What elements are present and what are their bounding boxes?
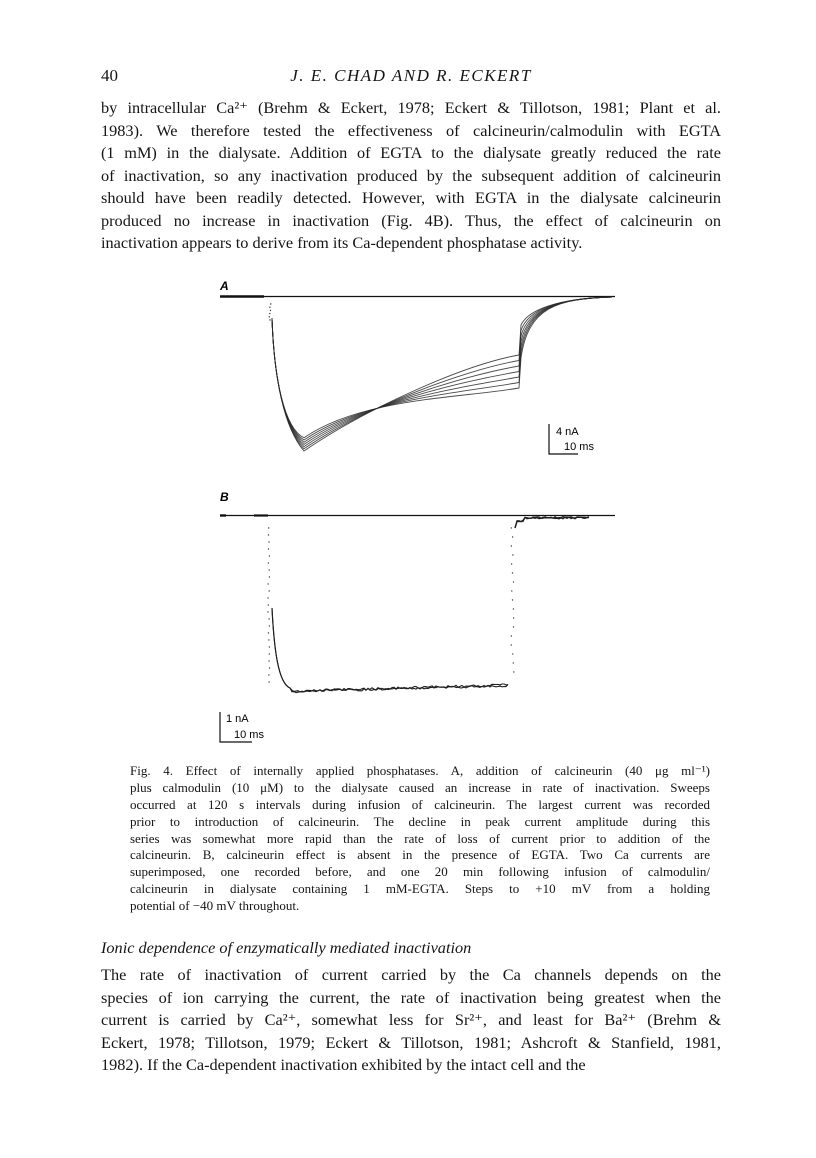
text-line: current is carried by Ca²⁺, somewhat less for Sr²⁺, and least for Ba²⁺ (Brehm & xyxy=(101,1010,721,1029)
transient-dot xyxy=(513,581,514,582)
caption-line: calcineurin in dialysate containing 1 mM-EGTA. Steps to +10 mV from a holding xyxy=(130,881,710,897)
transient-dot xyxy=(269,319,270,320)
figure-4 xyxy=(212,278,622,748)
text-line: by intracellular Ca²⁺ (Brehm & Eckert, 1978; Eckert & Tillotson, 1981; Plant et al. xyxy=(101,98,721,117)
transient-dot xyxy=(269,555,270,556)
transient-dot xyxy=(268,639,269,640)
caption-line: Fig. 4. Effect of internally applied phosphatases. A, addition of calcineurin (40 μg ml⁻¹) xyxy=(130,763,710,778)
current-trace xyxy=(272,608,508,693)
panel-b-traces xyxy=(220,516,615,693)
transient-dot xyxy=(269,307,270,308)
transient-dot xyxy=(512,554,513,555)
transient-dot xyxy=(269,646,270,647)
transient-dot xyxy=(513,617,514,618)
text-line: of inactivation, so any inactivation produced by the subsequent addition of calcineurin xyxy=(101,165,721,185)
transient-dot xyxy=(512,653,513,654)
text-line: should have been readily detected. However, with EGTA in the dialysate calcineurin xyxy=(101,188,721,207)
transient-dot xyxy=(268,618,269,619)
current-trace xyxy=(272,297,612,440)
current-trace xyxy=(272,608,508,692)
caption-line: calcineurin. B, calcineurin effect is absent in the presence of EGTA. Two Ca currents are xyxy=(130,847,710,863)
transient-dot xyxy=(267,583,268,584)
panel-b-transient-dots xyxy=(267,527,514,682)
caption-line: superimposed, one recorded before, and one 20 min following infusion of calmodulin/ xyxy=(130,864,710,880)
text-line: species of ion carrying the current, the rate of inactivation being greatest when the xyxy=(101,987,721,1007)
paragraph-1 xyxy=(101,97,721,255)
caption-line: prior to introduction of calcineurin. The decline in peak current amplitude during this xyxy=(130,813,710,829)
transient-dot xyxy=(268,548,269,549)
transient-dot xyxy=(269,313,270,314)
transient-dot xyxy=(269,569,270,570)
panel-b-scale-current: 1 nA xyxy=(226,713,249,725)
panel-a-onset-transient xyxy=(269,303,272,320)
page-header xyxy=(101,66,721,90)
transient-dot xyxy=(513,671,514,672)
transient-dot xyxy=(269,576,270,577)
panel-a-scale-time: 10 ms xyxy=(564,441,594,453)
transient-dot xyxy=(511,644,512,645)
transient-dot xyxy=(268,632,269,633)
transient-dot xyxy=(511,545,512,546)
section-heading: Ionic dependence of enzymatically mediated inactivation xyxy=(101,938,472,957)
running-head: J. E. CHAD AND R. ECKERT xyxy=(290,66,532,85)
caption-line: potential of −40 mV throughout. xyxy=(130,898,300,914)
transient-dot xyxy=(269,316,270,317)
current-trace xyxy=(272,297,612,442)
current-trace xyxy=(272,297,612,447)
transient-dot xyxy=(268,534,269,535)
panel-a-label: A xyxy=(220,279,229,293)
transient-dot xyxy=(511,590,512,591)
transient-dot xyxy=(269,625,270,626)
text-line: inactivation appears to derive from its Ca-dependent phosphatase activity. xyxy=(101,233,583,252)
transient-dot xyxy=(511,527,512,528)
panel-b-scale-time: 10 ms xyxy=(234,729,264,741)
transient-dot xyxy=(269,590,270,591)
transient-dot xyxy=(268,681,269,682)
page-number: 40 xyxy=(101,66,118,85)
transient-dot xyxy=(268,674,269,675)
current-trace xyxy=(272,297,612,438)
transient-dot xyxy=(268,660,269,661)
transient-dot xyxy=(513,662,514,663)
paragraph-2 xyxy=(101,964,721,1077)
transient-dot xyxy=(268,527,269,528)
transient-dot xyxy=(267,611,268,612)
transient-dot xyxy=(269,653,270,654)
current-trace xyxy=(272,297,612,444)
caption-line: series was somewhat more rapid than the rate of loss of current prior to addition of the xyxy=(130,830,710,846)
transient-dot xyxy=(512,536,513,537)
transient-dot xyxy=(513,608,514,609)
transient-dot xyxy=(512,599,513,600)
transient-dot xyxy=(267,597,268,598)
transient-dot xyxy=(513,626,514,627)
transient-dot xyxy=(270,303,271,304)
tail-current-trace xyxy=(515,517,589,528)
text-line: Eckert, 1978; Tillotson, 1979; Eckert & Tillotson, 1981; Ashcroft & Stanfield, 1981, xyxy=(101,1032,721,1052)
transient-dot xyxy=(511,563,512,564)
text-line: produced no increase in inactivation (Fig. 4B). Thus, the effect of calcineurin on xyxy=(101,210,721,230)
text-line: 1982). If the Ca-dependent inactivation exhibited by the intact cell and the xyxy=(101,1055,586,1074)
figure-caption xyxy=(130,763,710,915)
panel-b-current-traces xyxy=(272,517,589,693)
panel-b-label: B xyxy=(220,490,229,504)
transient-dot xyxy=(268,562,269,563)
panel-a-scale-current: 4 nA xyxy=(556,426,579,438)
text-line: The rate of inactivation of current carried by the Ca channels depends on the xyxy=(101,965,721,984)
transient-dot xyxy=(511,635,512,636)
transient-dot xyxy=(268,604,269,605)
panel-a-scale-bar xyxy=(549,424,594,454)
transient-dot xyxy=(268,541,269,542)
transient-dot xyxy=(269,667,270,668)
transient-dot xyxy=(270,310,271,311)
text-line: (1 mM) in the dialysate. Addition of EGTA to the dialysate greatly reduced the rate xyxy=(101,143,721,162)
text-line: 1983). We therefore tested the effectiveness of calcineurin/calmodulin with EGTA xyxy=(101,120,721,140)
caption-line: plus calmodulin (10 μM) to the dialysate caused an increase in rate of inactivation. Sweeps xyxy=(130,779,710,795)
panel-b-scale-bar xyxy=(220,712,264,742)
caption-line: occurred at 120 s intervals during infusion of calcineurin. The largest current was recorded xyxy=(130,796,710,812)
transient-dot xyxy=(512,572,513,573)
